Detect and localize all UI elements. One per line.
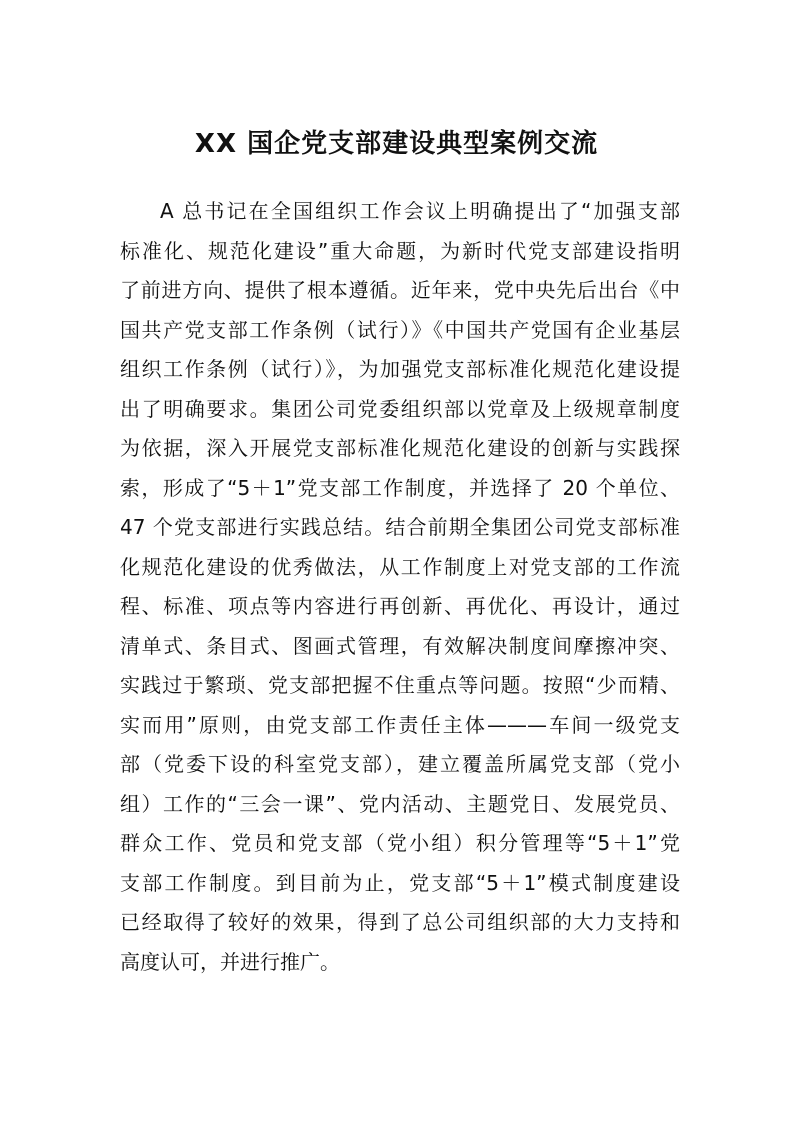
paragraph-line: 支部工作制度。到目前为止，党支部“5＋1”模式制度建设 (120, 870, 680, 895)
paragraph-line: A 总书记在全国组织工作会议上明确提出了“加强支部 (160, 199, 680, 223)
paragraph-line: 索，形成了“5＋1”党支部工作制度，并选择了 20 个单位、 (120, 475, 680, 500)
document-title: XX 国企党支部建设典型案例交流 (194, 129, 599, 159)
paragraph-line: 47 个党支部进行实践总结。结合前期全集团公司党支部标准 (120, 515, 680, 539)
paragraph-line: 组）工作的“三会一课”、党内活动、主题党日、发展党员、 (120, 791, 680, 816)
paragraph-line: 了前进方向、提供了根本遵循。近年来，党中央先后出台《中 (120, 278, 680, 302)
paragraph-line: 程、标准、项点等内容进行再创新、再优化、再设计，通过 (120, 594, 680, 618)
paragraph-line: 清单式、条目式、图画式管理，有效解决制度间摩擦冲突、 (120, 633, 680, 658)
paragraph-line: 出了明确要求。集团公司党委组织部以党章及上级规章制度 (120, 396, 680, 421)
paragraph-line: 国共产党支部工作条例（试行）》《中国共产党国有企业基层 (120, 317, 680, 342)
paragraph-line: 群众工作、党员和党支部（党小组）积分管理等“5＋1”党 (120, 831, 680, 855)
paragraph-line: 高度认可，并进行推广。 (120, 949, 340, 974)
paragraph-line: 为依据，深入开展党支部标准化规范化建设的创新与实践探 (120, 436, 680, 460)
document-paragraph (120, 192, 680, 982)
paragraph-line: 标准化、规范化建设”重大命题，为新时代党支部建设指明 (120, 238, 680, 263)
paragraph-line: 实践过于繁琐、党支部把握不住重点等问题。按照“少而精、 (120, 673, 680, 697)
paragraph-line: 部（党委下设的科室党支部），建立覆盖所属党支部（党小 (120, 752, 680, 776)
paragraph-line: 实而用”原则，由党支部工作责任主体———车间一级党支 (120, 712, 680, 737)
paragraph-line: 已经取得了较好的效果，得到了总公司组织部的大力支持和 (120, 910, 680, 934)
paragraph-line: 组织工作条例（试行）》，为加强党支部标准化规范化建设提 (120, 357, 680, 381)
paragraph-line: 化规范化建设的优秀做法，从工作制度上对党支部的工作流 (120, 554, 680, 579)
